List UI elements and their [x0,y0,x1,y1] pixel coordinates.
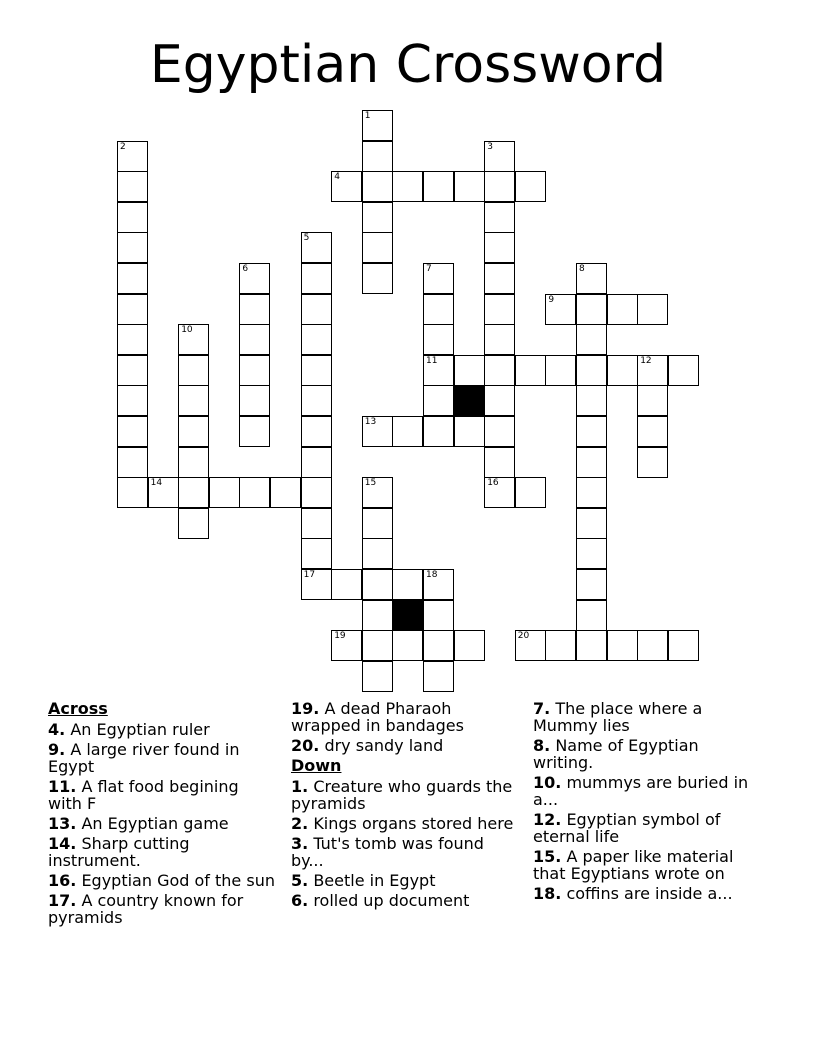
grid-cell[interactable] [178,416,209,447]
clue-across-17: 17. A country known for pyramids [48,891,244,927]
cell-number: 1 [364,111,371,121]
across-heading: Across [48,699,108,718]
grid-cell[interactable] [484,324,515,355]
grid-cell[interactable] [239,416,270,447]
grid-cell[interactable] [515,630,546,661]
clue-down-5: 5. Beetle in Egypt [291,871,436,890]
clue-down-1: 1. Creature who guards the pyramids [291,777,513,813]
grid-cell[interactable] [362,477,393,508]
grid-cell[interactable] [392,569,423,600]
grid-cell[interactable] [239,385,270,416]
clues-column-3 [533,700,761,905]
grid-cell[interactable] [423,263,454,294]
grid-cell[interactable] [362,630,393,661]
grid-cell[interactable] [362,141,393,172]
grid-cell[interactable] [515,477,546,508]
clue-across-13: 13. An Egyptian game [48,814,229,833]
grid-cell[interactable] [117,447,148,478]
grid-cell[interactable] [454,630,485,661]
grid-cell[interactable] [301,324,332,355]
grid-cell[interactable] [301,447,332,478]
grid-cell[interactable] [362,508,393,539]
grid-cell[interactable] [576,477,607,508]
grid-cell[interactable] [423,324,454,355]
grid-cell[interactable] [362,263,393,294]
grid-cell[interactable] [362,569,393,600]
grid-cell[interactable] [392,171,423,202]
cell-number: 18 [426,570,438,580]
grid-cell[interactable] [117,171,148,202]
grid-cell[interactable] [484,447,515,478]
grid-cell[interactable] [209,477,240,508]
cell-number: 17 [303,570,316,580]
grid-cell[interactable] [301,569,332,600]
grid-cell[interactable] [576,355,607,386]
grid-cell[interactable] [454,355,485,386]
cell-number: 6 [242,264,249,274]
grid-cell[interactable] [178,508,209,539]
cell-number: 9 [548,294,555,305]
grid-cell[interactable] [331,569,362,600]
grid-cell[interactable] [362,538,393,569]
grid-cell[interactable] [484,385,515,416]
grid-cell[interactable] [392,416,423,447]
clue-across-16: 16. Egyptian God of the sun [48,871,275,890]
grid-cell[interactable] [423,355,454,386]
grid-cell[interactable] [239,355,270,386]
clue-down-7: 7. The place where a Mummy lies [533,699,703,735]
grid-cell[interactable] [270,477,301,508]
grid-cell[interactable] [331,171,362,202]
clue-down-6: 6. rolled up document [291,891,470,910]
grid-cell[interactable] [637,416,668,447]
clue-across-11: 11. A flat food begining with F [48,777,239,813]
grid-cell[interactable] [637,447,668,478]
grid-cell[interactable] [117,294,148,325]
grid-cell[interactable] [637,385,668,416]
grid-cell[interactable] [423,661,454,692]
grid-cell[interactable] [301,263,332,294]
grid-cell[interactable] [239,477,270,508]
grid-cell[interactable] [576,600,607,631]
grid-cell[interactable] [362,110,393,141]
grid-cell[interactable] [454,416,485,447]
grid-cell[interactable] [301,355,332,386]
grid-cell[interactable] [362,600,393,631]
grid-cell[interactable] [484,232,515,263]
grid-cell[interactable] [239,324,270,355]
grid-cell[interactable] [178,447,209,478]
grid-cell[interactable] [301,385,332,416]
grid-cell[interactable] [484,171,515,202]
clue-across-20: 20. dry sandy land [291,736,444,755]
grid-cell[interactable] [423,416,454,447]
clue-across-14: 14. Sharp cutting instrument. [48,834,190,870]
cell-number: 19 [334,631,346,642]
grid-cell[interactable] [362,202,393,233]
clue-down-10: 10. mummys are buried in a... [533,773,749,809]
grid-cell[interactable] [301,294,332,325]
cell-number: 2 [120,141,126,152]
clue-down-15: 15. A paper like material that Egyptians wrote on [533,847,734,883]
grid-cell[interactable] [117,355,148,386]
grid-cell[interactable] [545,294,576,325]
grid-cell[interactable] [117,141,148,172]
cell-number: 10 [181,325,193,336]
grid-cell[interactable] [423,385,454,416]
grid-cell[interactable] [117,324,148,355]
cell-number: 8 [579,264,585,274]
grid-cell[interactable] [637,630,668,661]
cell-number: 5 [303,233,310,244]
grid-cell-black [392,600,423,631]
cell-number: 7 [426,264,432,274]
grid-cell[interactable] [576,447,607,478]
grid-cell[interactable] [362,661,393,692]
grid-cell[interactable] [117,232,148,263]
cell-number: 4 [334,172,340,183]
grid-cell[interactable] [301,477,332,508]
grid-cell[interactable] [637,355,668,386]
grid-cell[interactable] [117,416,148,447]
grid-cell[interactable] [362,416,393,447]
grid-cell[interactable] [117,477,148,508]
grid-cell[interactable] [301,232,332,263]
clue-across-19: 19. A dead Pharaoh wrapped in bandages [291,699,464,735]
grid-cell[interactable] [637,294,668,325]
clues-column-1 [48,700,276,929]
grid-cell[interactable] [576,508,607,539]
grid-cell[interactable] [515,171,546,202]
down-heading: Down [291,756,342,775]
grid-cell[interactable] [423,630,454,661]
cell-number: 12 [640,355,652,366]
grid-cell[interactable] [239,263,270,294]
grid-cell[interactable] [607,630,638,661]
clue-down-3: 3. Tut's tomb was found by... [291,834,484,870]
grid-cell[interactable] [239,294,270,325]
grid-cell[interactable] [484,355,515,386]
grid-cell[interactable] [484,477,515,508]
clue-across-4: 4. An Egyptian ruler [48,720,210,739]
clue-down-8: 8. Name of Egyptian writing. [533,736,699,772]
grid-cell[interactable] [576,630,607,661]
grid-cell[interactable] [607,355,638,386]
grid-cell[interactable] [423,171,454,202]
clue-down-18: 18. coffins are inside a... [533,884,733,903]
cell-number: 15 [364,478,377,489]
clue-down-12: 12. Egyptian symbol of eternal life [533,810,721,846]
grid-cell[interactable] [301,416,332,447]
page-title: Egyptian Crossword [149,35,667,95]
clues-column-2 [291,700,519,912]
grid-cell[interactable] [576,324,607,355]
clue-down-2: 2. Kings organs stored here [291,814,514,833]
grid-cell[interactable] [668,630,699,661]
grid-cell[interactable] [484,263,515,294]
cell-number: 3 [487,141,493,152]
grid-cell[interactable] [331,630,362,661]
grid-cell[interactable] [301,538,332,569]
grid-cell[interactable] [148,477,179,508]
cell-number: 14 [150,478,163,489]
grid-cell[interactable] [178,385,209,416]
grid-cell[interactable] [484,202,515,233]
grid-cell[interactable] [576,263,607,294]
grid-cell-black [454,385,485,416]
grid-cell[interactable] [576,294,607,325]
grid-cell[interactable] [423,569,454,600]
grid-cell[interactable] [178,324,209,355]
grid-cell[interactable] [484,141,515,172]
grid-cell[interactable] [515,355,546,386]
grid-cell[interactable] [607,294,638,325]
grid-cell[interactable] [576,538,607,569]
grid-cell[interactable] [484,294,515,325]
grid-cell[interactable] [576,385,607,416]
grid-cell[interactable] [301,508,332,539]
clue-across-9: 9. A large river found in Egypt [48,740,240,776]
grid-cell[interactable] [178,477,209,508]
grid-cell[interactable] [392,630,423,661]
grid-cell[interactable] [423,600,454,631]
grid-cell[interactable] [423,294,454,325]
grid-cell[interactable] [576,416,607,447]
grid-cell[interactable] [117,202,148,233]
grid-cell[interactable] [117,385,148,416]
grid-cell[interactable] [362,171,393,202]
grid-cell[interactable] [454,171,485,202]
grid-cell[interactable] [178,355,209,386]
grid-cell[interactable] [362,232,393,263]
grid-cell[interactable] [117,263,148,294]
grid-cell[interactable] [576,569,607,600]
grid-cell[interactable] [484,416,515,447]
cell-number: 13 [364,417,377,427]
cell-number: 11 [426,355,438,366]
grid-cell[interactable] [545,630,576,661]
cell-number: 20 [517,631,530,642]
cell-number: 16 [487,478,499,489]
grid-cell[interactable] [668,355,699,386]
grid-cell[interactable] [545,355,576,386]
